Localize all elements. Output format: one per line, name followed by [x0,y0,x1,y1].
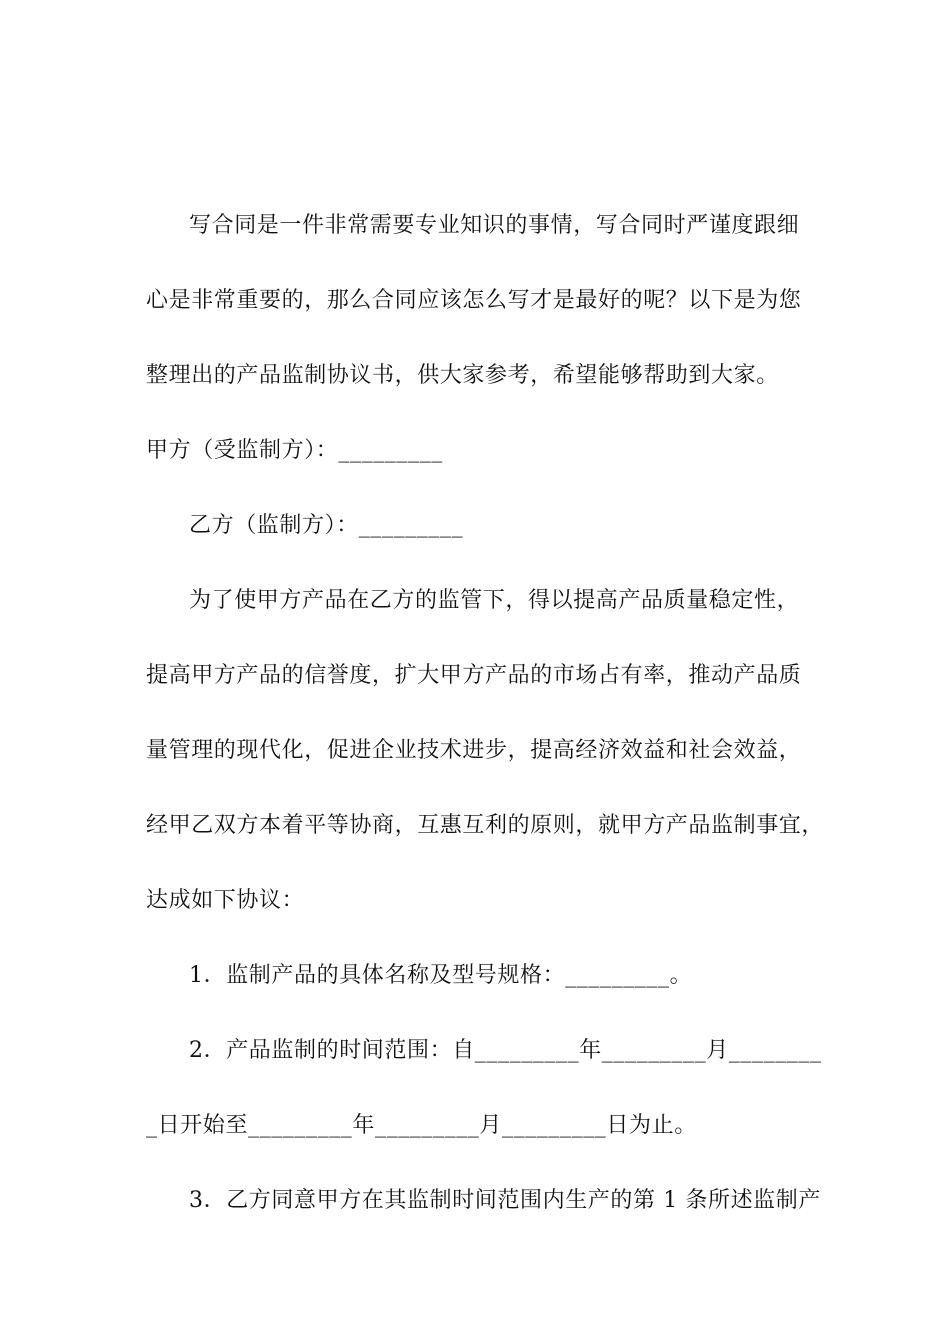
clause-1-line: 1．监制产品的具体名称及型号规格：_________。 [189,963,693,988]
intro-line-1: 写合同是一件非常需要专业知识的事情，写合同时严谨度跟细 [189,213,800,238]
clause-2-line-1: 2．产品监制的时间范围：自_________年_________月________ [189,1038,822,1063]
preamble-line-4: 经甲乙双方本着平等协商，互惠互利的原则，就甲方产品监制事宜， [146,813,825,838]
preamble-line-3: 量管理的现代化，促进企业技术进步，提高经济效益和社会效益， [146,738,802,763]
intro-line-3: 整理出的产品监制协议书，供大家参考，希望能够帮助到大家。 [146,363,779,388]
preamble-line-1: 为了使甲方产品在乙方的监管下，得以提高产品质量稳定性， [189,588,800,613]
party-b-line: 乙方（监制方）：_________ [189,513,464,538]
clause-2-line-2: _日开始至_________年_________月_________日为止。 [146,1113,697,1138]
clause-3-line-1: 3．乙方同意甲方在其监制时间范围内生产的第 1 条所述监制产 [189,1188,821,1213]
party-a-line: 甲方（受监制方）：_________ [146,438,443,463]
preamble-line-5: 达成如下协议： [146,888,305,913]
intro-line-2: 心是非常重要的，那么合同应该怎么写才是最好的呢？以下是为您 [146,288,802,313]
preamble-line-2: 提高甲方产品的信誉度，扩大甲方产品的市场占有率，推动产品质 [146,663,802,688]
